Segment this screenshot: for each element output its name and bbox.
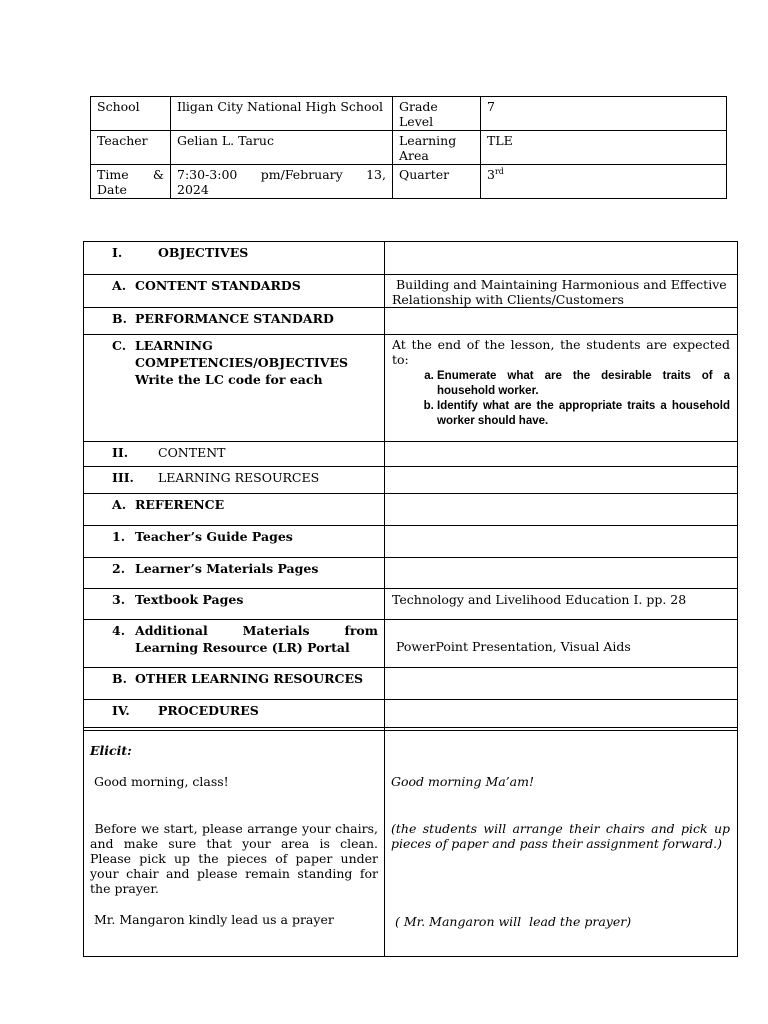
objectives-label: OBJECTIVES [158, 245, 249, 260]
lesson-outline-table [83, 241, 738, 731]
competencies-list [392, 369, 730, 429]
textbook-label: Textbook Pages [135, 592, 244, 607]
competencies-row [84, 335, 738, 442]
time-date-label [91, 165, 171, 199]
learning-resources-num: III. [112, 470, 134, 485]
content-standards-value: Building and Maintaining Harmonious and Effective Relationship with Clients/Customers [385, 275, 738, 308]
school-label: School [91, 97, 171, 131]
other-resources-num: B. [112, 671, 127, 686]
teachers-guide-num: 1. [112, 529, 126, 544]
textbook-row [84, 589, 738, 620]
elicit-row [84, 728, 738, 957]
teacher-label: Teacher [91, 131, 171, 165]
learners-materials-num: 2. [112, 561, 126, 576]
learners-materials-label: Learner’s Materials Pages [135, 561, 319, 576]
competencies-num: C. [112, 338, 127, 353]
learners-materials-row [84, 558, 738, 589]
performance-standard-row [84, 308, 738, 335]
objectives-num: I. [112, 245, 123, 260]
reference-row [84, 494, 738, 526]
competencies-label-2: COMPETENCIES/OBJECTIVES [135, 355, 349, 370]
content-num: II. [112, 445, 129, 460]
quarter-suffix: rd [494, 166, 504, 176]
other-resources-row [84, 668, 738, 700]
other-resources-label: OTHER LEARNING RESOURCES [135, 671, 364, 686]
performance-standard-num: B. [112, 311, 127, 326]
content-standards-num: A. [112, 278, 127, 293]
quarter-number: 3 [487, 167, 495, 182]
competencies-label-3: Write the LC code for each [135, 372, 323, 387]
procedures-row [84, 700, 738, 731]
learning-area-value: TLE [481, 131, 727, 165]
student-line: (the students will arrange their chairs and pick up pieces of paper and pass their assignment forward.) [391, 821, 730, 851]
learning-area-label: Learning Area [393, 131, 481, 165]
content-row [84, 442, 738, 467]
teachers-guide-row [84, 526, 738, 558]
textbook-value: Technology and Livelihood Education I. pp. 28 [385, 589, 738, 620]
grade-level-value: 7 [481, 97, 727, 131]
list-item: b. Identify what are the appropriate traits a household worker should have. [437, 399, 730, 429]
learning-resources-row [84, 467, 738, 494]
quarter-value [481, 165, 727, 199]
student-line: ( Mr. Mangaron will lead the prayer) [394, 914, 632, 929]
list-item: a. Enumerate what are the desirable traits of a household worker. [437, 369, 730, 399]
content-standards-label: CONTENT STANDARDS [135, 278, 301, 293]
additional-materials-num: 4. [112, 623, 126, 638]
additional-materials-label-2: Learning Resource (LR) Portal [135, 640, 350, 655]
school-value: Iligan City National High School [171, 97, 393, 131]
grade-level-label: Grade Level [393, 97, 481, 131]
student-line: Good morning Ma’am! [391, 774, 534, 789]
teacher-value: Gelian L. Taruc [171, 131, 393, 165]
additional-materials-row [84, 620, 738, 668]
performance-standard-label: PERFORMANCE STANDARD [135, 311, 334, 326]
procedures-dialogue-table [83, 727, 738, 957]
elicit-heading: Elicit: [90, 743, 132, 758]
ampersand: & [152, 167, 164, 182]
quarter-label: Quarter [393, 165, 481, 199]
competencies-value [385, 335, 738, 442]
competencies-intro: At the end of the lesson, the students are expected to: [392, 337, 730, 367]
time-date-value [171, 165, 393, 199]
date-label: Date [97, 182, 127, 197]
procedures-num: IV. [112, 703, 130, 718]
reference-label: REFERENCE [135, 497, 225, 512]
header-info-table [90, 96, 727, 199]
time-value: 7:30-3:00 pm/February 13, [177, 167, 386, 182]
learning-resources-label: LEARNING RESOURCES [158, 470, 320, 485]
time-date-row [91, 165, 727, 199]
date-year-value: 2024 [177, 182, 209, 197]
competencies-label-1: LEARNING [135, 338, 213, 353]
additional-materials-label-1: Additional Materials from [135, 623, 378, 638]
teachers-guide-label: Teacher’s Guide Pages [135, 529, 293, 544]
teacher-line: Good morning, class! [93, 774, 229, 789]
student-column [385, 728, 738, 957]
objectives-row [84, 242, 738, 275]
textbook-num: 3. [112, 592, 126, 607]
content-standards-row [84, 275, 738, 308]
teacher-row [91, 131, 727, 165]
school-row [91, 97, 727, 131]
reference-num: A. [112, 497, 127, 512]
content-label: CONTENT [158, 445, 226, 460]
teacher-line: Mr. Mangaron kindly lead us a prayer [93, 912, 334, 927]
additional-materials-value: PowerPoint Presentation, Visual Aids [385, 620, 738, 668]
time-label: Time [97, 167, 129, 182]
teacher-column [84, 728, 385, 957]
teacher-line: Before we start, please arrange your chairs, and make sure that your area is clean. Please pick up the pieces of paper under your chair and please remain standing for the prayer. [90, 821, 378, 896]
procedures-label: PROCEDURES [158, 703, 259, 718]
